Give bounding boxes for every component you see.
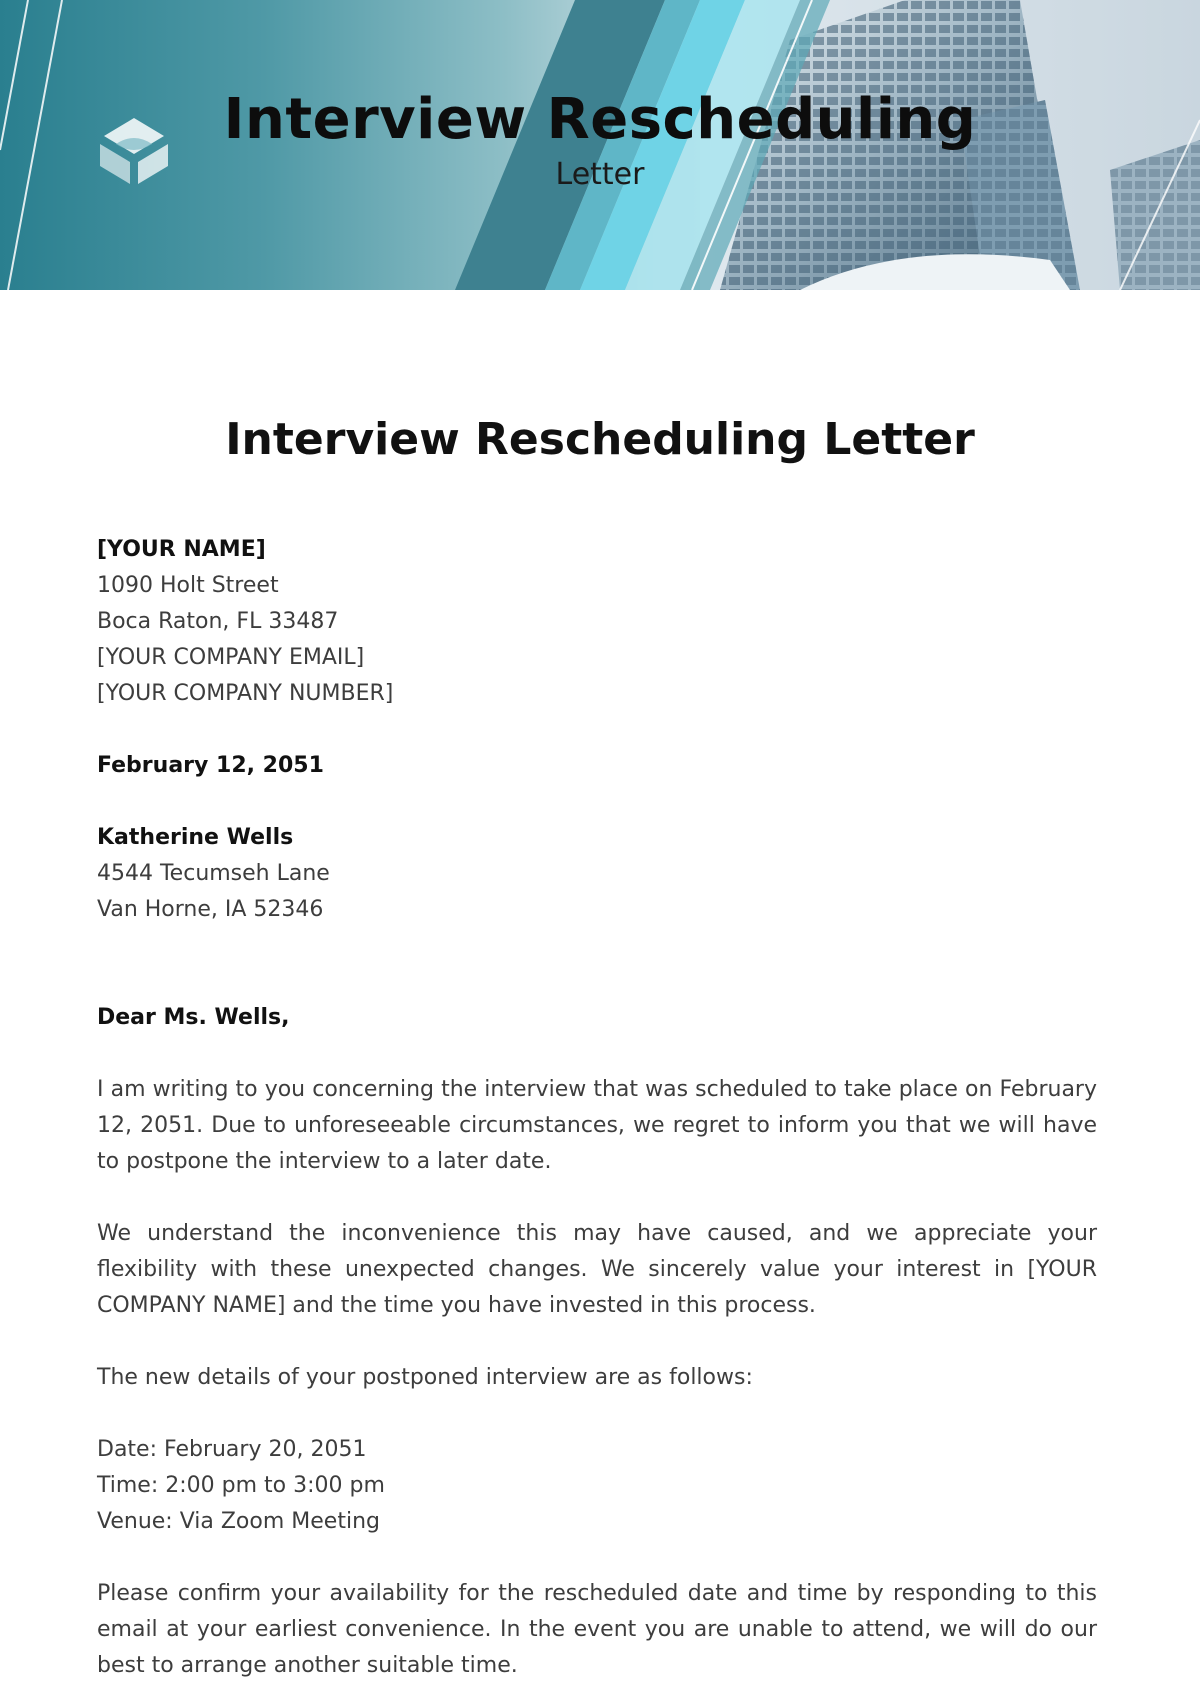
detail-time: Time: 2:00 pm to 3:00 pm: [97, 1473, 385, 1498]
header-banner: [0, 0, 1200, 290]
sender-name: [YOUR NAME]: [97, 537, 266, 562]
recipient-name: Katherine Wells: [97, 825, 294, 850]
sender-email: [YOUR COMPANY EMAIL]: [97, 645, 365, 670]
banner-subtitle: Letter: [555, 157, 645, 192]
detail-date: Date: February 20, 2051: [97, 1437, 367, 1462]
document-title: Interview Rescheduling Letter: [225, 414, 975, 465]
sender-street: 1090 Holt Street: [97, 573, 279, 598]
paragraph-3: The new details of your postponed interview are as follows:: [97, 1365, 753, 1390]
paragraph-2: We understand the inconvenience this may have caused, and we appreciate your flexibility with these unexpected changes. We sincerely value your interest in [YOUR COMPANY NAME] and the time you have invested in this process.: [97, 1221, 1097, 1318]
banner-title: Interview Rescheduling: [223, 87, 977, 152]
recipient-block: [97, 820, 1097, 928]
interview-details: [97, 1432, 1097, 1540]
sender-city: Boca Raton, FL 33487: [97, 609, 339, 634]
paragraph-4: Please confirm your availability for the rescheduled date and time by responding to this email at your earliest convenience. In the event you are unable to attend, we will do our best to arrange another suitable time.: [97, 1581, 1097, 1678]
detail-venue: Venue: Via Zoom Meeting: [97, 1509, 380, 1534]
letter-date: February 12, 2051: [97, 753, 324, 778]
paragraph-1: I am writing to you concerning the interview that was scheduled to take place on February 12, 2051. Due to unforeseeable circumstances, we regret to inform you that we will have to postpone the interview to a later date.: [97, 1077, 1097, 1174]
sender-block: [97, 532, 1097, 712]
letter-body: [97, 532, 1097, 1684]
salutation: Dear Ms. Wells,: [97, 1005, 290, 1030]
recipient-street: 4544 Tecumseh Lane: [97, 861, 330, 886]
recipient-city: Van Horne, IA 52346: [97, 897, 324, 922]
sender-phone: [YOUR COMPANY NUMBER]: [97, 681, 394, 706]
